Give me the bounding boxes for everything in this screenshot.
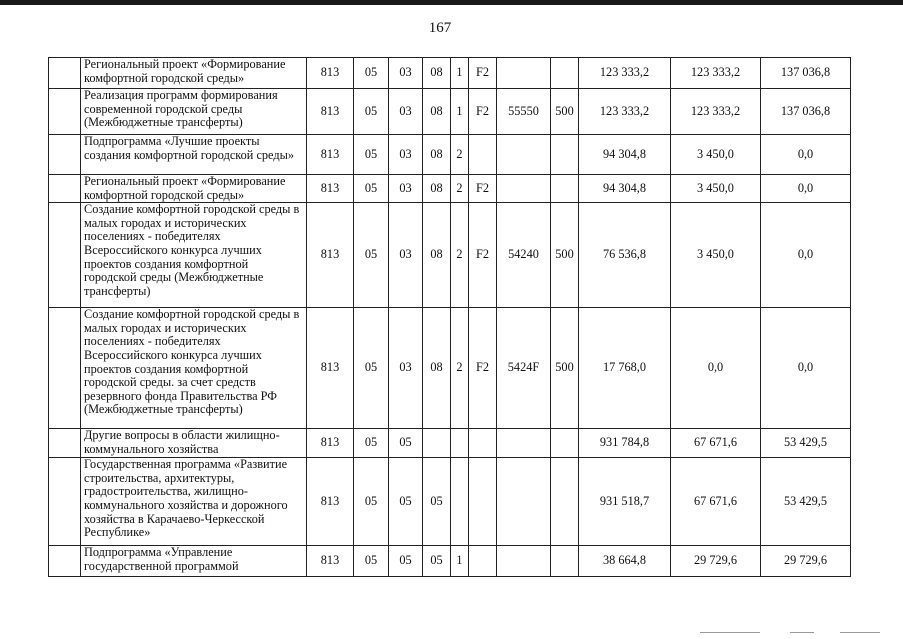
amount-2021-cell: 123 333,2: [579, 89, 671, 135]
project-cell: [469, 135, 497, 175]
section-cell: 05: [354, 135, 389, 175]
amount-2023-cell: 0,0: [761, 135, 851, 175]
row-name: Государственная программа «Развитие строительства, архитектуры, градостроительства, жилищно-коммунального хозяйства и дорожного хозяйства в Карачаево-Черкесской Республике»: [81, 458, 307, 546]
section-cell: 05: [354, 203, 389, 308]
subprogram-cell: 2: [451, 308, 469, 429]
row-index-cell: [49, 458, 81, 546]
expense-type-cell: [551, 135, 579, 175]
subsection-cell: 05: [389, 546, 423, 577]
amount-2021-cell: 123 333,2: [579, 58, 671, 89]
admin-code-cell: 813: [307, 458, 354, 546]
row-index-cell: [49, 58, 81, 89]
amount-2022-cell: 123 333,2: [671, 89, 761, 135]
admin-code-cell: 813: [307, 546, 354, 577]
top-rule: [0, 0, 903, 5]
direction-cell: [497, 458, 551, 546]
subsection-cell: 03: [389, 135, 423, 175]
subsection-cell: 03: [389, 175, 423, 203]
expense-type-cell: 500: [551, 203, 579, 308]
project-cell: F2: [469, 203, 497, 308]
amount-2023-cell: 137 036,8: [761, 89, 851, 135]
row-name: Создание комфортной городской среды в малых городах и исторических поселениях - победителях Всероссийского конкурса лучших проектов создания комфортной городской среды (Межбюджетные трансферты): [81, 203, 307, 308]
subprogram-cell: [451, 458, 469, 546]
row-name: Региональный проект «Формирование комфортной городской среды»: [81, 175, 307, 203]
section-cell: 05: [354, 58, 389, 89]
amount-2023-cell: 29 729,6: [761, 546, 851, 577]
expense-type-cell: [551, 429, 579, 458]
section-cell: 05: [354, 429, 389, 458]
amount-2022-cell: 29 729,6: [671, 546, 761, 577]
row-index-cell: [49, 175, 81, 203]
row-name: Подпрограмма «Лучшие проекты создания комфортной городской среды»: [81, 135, 307, 175]
subprogram-cell: 2: [451, 175, 469, 203]
amount-2022-cell: 0,0: [671, 308, 761, 429]
table-row: [49, 429, 851, 458]
expense-type-cell: [551, 58, 579, 89]
amount-2022-cell: 3 450,0: [671, 203, 761, 308]
program-cell: 05: [423, 458, 451, 546]
section-cell: 05: [354, 546, 389, 577]
amount-2023-cell: 137 036,8: [761, 58, 851, 89]
project-cell: [469, 458, 497, 546]
project-cell: F2: [469, 89, 497, 135]
amount-2023-cell: 53 429,5: [761, 429, 851, 458]
row-name: Другие вопросы в области жилищно-коммунального хозяйства: [81, 429, 307, 458]
expense-type-cell: [551, 546, 579, 577]
section-cell: 05: [354, 458, 389, 546]
subprogram-cell: [451, 429, 469, 458]
amount-2021-cell: 76 536,8: [579, 203, 671, 308]
amount-2021-cell: 931 518,7: [579, 458, 671, 546]
table-row: [49, 135, 851, 175]
admin-code-cell: 813: [307, 135, 354, 175]
amount-2022-cell: 67 671,6: [671, 429, 761, 458]
table-row: [49, 546, 851, 577]
amount-2022-cell: 123 333,2: [671, 58, 761, 89]
amount-2022-cell: 67 671,6: [671, 458, 761, 546]
amount-2021-cell: 38 664,8: [579, 546, 671, 577]
subprogram-cell: 1: [451, 546, 469, 577]
amount-2021-cell: 94 304,8: [579, 175, 671, 203]
amount-2022-cell: 3 450,0: [671, 135, 761, 175]
section-cell: 05: [354, 89, 389, 135]
subsection-cell: 05: [389, 429, 423, 458]
amount-2021-cell: 17 768,0: [579, 308, 671, 429]
expense-type-cell: 500: [551, 308, 579, 429]
table-row: [49, 89, 851, 135]
program-cell: 05: [423, 546, 451, 577]
subprogram-cell: 2: [451, 135, 469, 175]
table-row: [49, 203, 851, 308]
row-index-cell: [49, 89, 81, 135]
page-number: 167: [428, 20, 452, 36]
program-cell: 08: [423, 58, 451, 89]
project-cell: [469, 546, 497, 577]
direction-cell: [497, 135, 551, 175]
subprogram-cell: 1: [451, 58, 469, 89]
subsection-cell: 05: [389, 458, 423, 546]
subsection-cell: 03: [389, 89, 423, 135]
subsection-cell: 03: [389, 203, 423, 308]
section-cell: 05: [354, 175, 389, 203]
admin-code-cell: 813: [307, 89, 354, 135]
direction-cell: [497, 429, 551, 458]
admin-code-cell: 813: [307, 308, 354, 429]
expense-type-cell: 500: [551, 89, 579, 135]
section-cell: 05: [354, 308, 389, 429]
amount-2023-cell: 0,0: [761, 308, 851, 429]
amount-2021-cell: 94 304,8: [579, 135, 671, 175]
amount-2023-cell: 53 429,5: [761, 458, 851, 546]
row-name: Реализация программ формирования современной городской среды (Межбюджетные трансферты): [81, 89, 307, 135]
program-cell: 08: [423, 175, 451, 203]
amount-2023-cell: 0,0: [761, 175, 851, 203]
program-cell: [423, 429, 451, 458]
table-row: [49, 308, 851, 429]
footer-lines: [700, 632, 900, 635]
project-cell: F2: [469, 308, 497, 429]
row-index-cell: [49, 546, 81, 577]
subsection-cell: 03: [389, 58, 423, 89]
row-index-cell: [49, 429, 81, 458]
row-name: Подпрограмма «Управление государственной программой: [81, 546, 307, 577]
row-index-cell: [49, 203, 81, 308]
program-cell: 08: [423, 308, 451, 429]
direction-cell: [497, 546, 551, 577]
admin-code-cell: 813: [307, 58, 354, 89]
row-name: Региональный проект «Формирование комфортной городской среды»: [81, 58, 307, 89]
amount-2021-cell: 931 784,8: [579, 429, 671, 458]
row-name: Создание комфортной городской среды в малых городах и исторических поселениях - победителях Всероссийского конкурса лучших проектов создания комфортной городской среды. за счет средств резервного фонда Правительства РФ (Межбюджетные трансферты): [81, 308, 307, 429]
program-cell: 08: [423, 203, 451, 308]
table-row: [49, 458, 851, 546]
direction-cell: [497, 58, 551, 89]
direction-cell: 55550: [497, 89, 551, 135]
project-cell: [469, 429, 497, 458]
amount-2023-cell: 0,0: [761, 203, 851, 308]
row-index-cell: [49, 135, 81, 175]
subprogram-cell: 1: [451, 89, 469, 135]
direction-cell: [497, 175, 551, 203]
row-index-cell: [49, 308, 81, 429]
expense-type-cell: [551, 175, 579, 203]
table-row: [49, 175, 851, 203]
project-cell: F2: [469, 58, 497, 89]
subsection-cell: 03: [389, 308, 423, 429]
subprogram-cell: 2: [451, 203, 469, 308]
admin-code-cell: 813: [307, 175, 354, 203]
direction-cell: 54240: [497, 203, 551, 308]
admin-code-cell: 813: [307, 203, 354, 308]
budget-table: [48, 57, 851, 577]
direction-cell: 5424F: [497, 308, 551, 429]
table-row: [49, 58, 851, 89]
budget-table-body: [49, 58, 851, 577]
amount-2022-cell: 3 450,0: [671, 175, 761, 203]
expense-type-cell: [551, 458, 579, 546]
admin-code-cell: 813: [307, 429, 354, 458]
project-cell: F2: [469, 175, 497, 203]
program-cell: 08: [423, 89, 451, 135]
program-cell: 08: [423, 135, 451, 175]
